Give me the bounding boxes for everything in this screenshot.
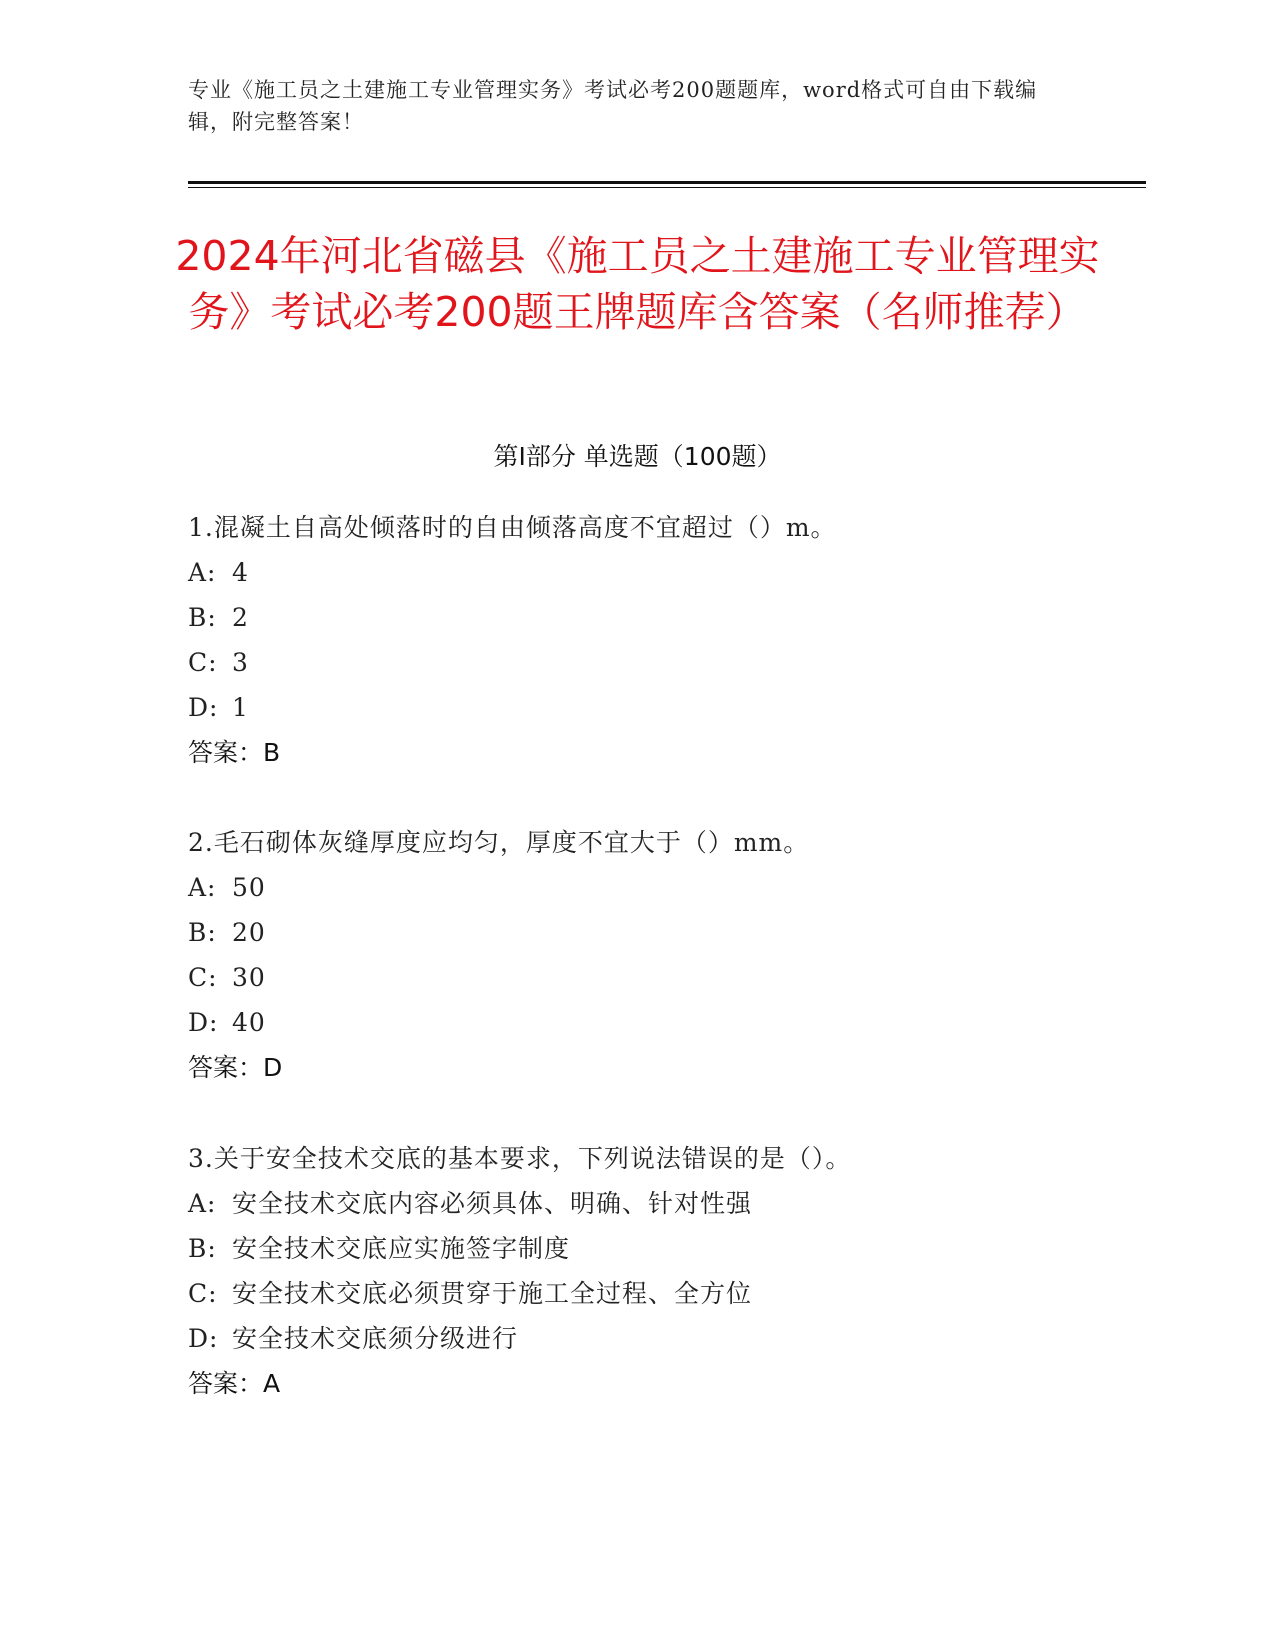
header-note: 专业《施工员之土建施工专业管理实务》考试必考200题题库，word格式可自由下载编辑，附完整答案！ [188,78,1038,134]
option-a [188,550,1108,595]
option-key: B: [188,603,217,632]
answer-line: 答案：A [188,1369,281,1398]
option-key: A: [188,873,217,902]
question-stem: 2.毛石砌体灰缝厚度应均匀，厚度不宜大于（）mm。 [188,828,810,857]
option-key: B: [188,918,217,947]
option-text: 4 [232,558,249,587]
option-text: 安全技术交底应实施签字制度 [232,1234,571,1263]
option-b [188,910,1108,955]
option-c [188,955,1108,1000]
option-c [188,1271,1108,1316]
option-text: 3 [232,648,249,677]
option-text: 安全技术交底必须贯穿于施工全过程、全方位 [232,1279,753,1308]
option-a [188,865,1108,910]
section-heading: 第I部分 单选题（100题） [493,442,782,471]
option-key: D: [188,693,219,722]
question-1 [188,505,1108,775]
option-key: D: [188,1008,219,1037]
option-key: C: [188,963,218,992]
option-text: 30 [232,963,266,992]
option-d [188,1000,1108,1045]
header-divider-thick [188,181,1146,184]
option-text: 40 [232,1008,266,1037]
option-key: D: [188,1324,219,1353]
option-text: 2 [232,603,249,632]
option-key: A: [188,558,217,587]
question-3 [188,1136,1108,1406]
option-key: A: [188,1189,217,1218]
option-text: 50 [232,873,266,902]
option-c [188,640,1108,685]
question-2 [188,820,1108,1090]
option-text: 安全技术交底须分级进行 [232,1324,519,1353]
option-a [188,1181,1108,1226]
document-title: 2024年河北省磁县《施工员之土建施工专业管理实务》考试必考200题王牌题库含答案（名师推荐） [175,232,1100,336]
option-text: 安全技术交底内容必须具体、明确、针对性强 [232,1189,753,1218]
option-key: C: [188,648,218,677]
option-text: 1 [232,693,249,722]
option-key: C: [188,1279,218,1308]
option-d [188,1316,1108,1361]
answer-line: 答案：D [188,1053,283,1082]
option-key: B: [188,1234,217,1263]
option-text: 20 [232,918,266,947]
question-stem: 1.混凝土自高处倾落时的自由倾落高度不宜超过（）m。 [188,513,837,542]
header-divider-thin [188,187,1146,188]
option-b [188,1226,1108,1271]
option-b [188,595,1108,640]
question-stem: 3.关于安全技术交底的基本要求，下列说法错误的是（）。 [188,1144,852,1173]
answer-line: 答案：B [188,738,281,767]
option-d [188,685,1108,730]
